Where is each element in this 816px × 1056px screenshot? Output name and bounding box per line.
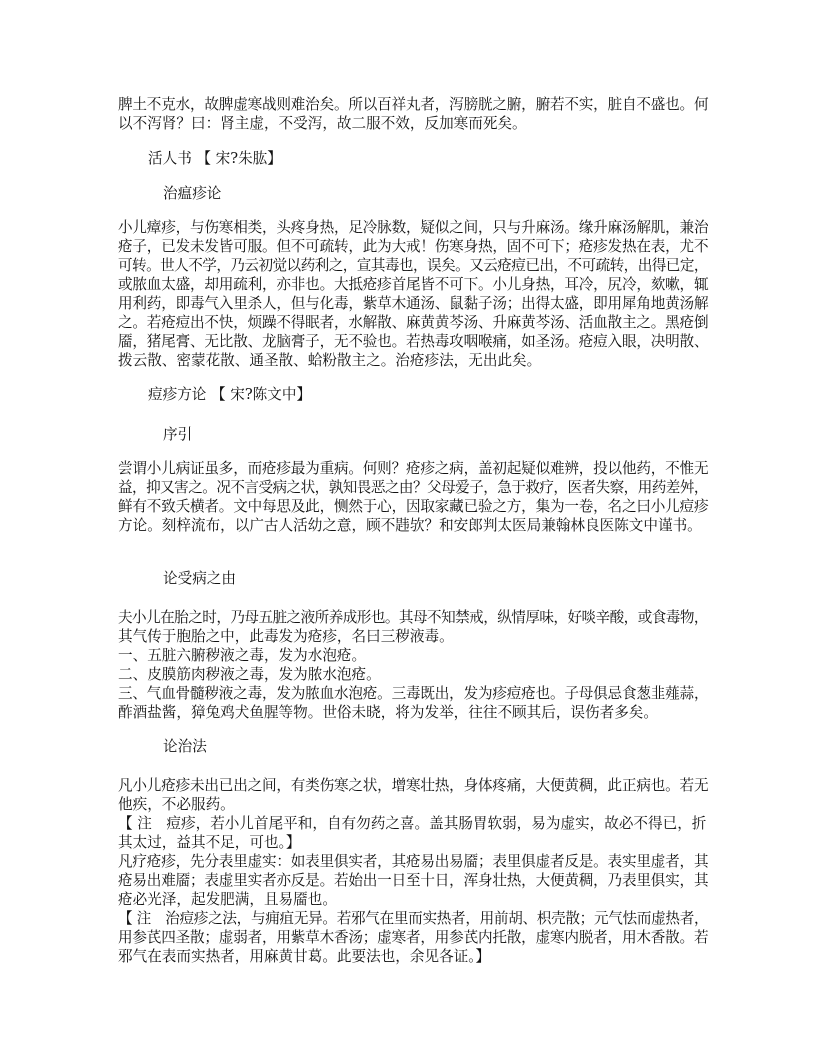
text-line: 酢酒盐酱，獐兔鸡犬鱼腥等物。世俗未晓，将为发举，往往不顾其后，误伤者多矣。 xyxy=(118,704,658,721)
text-line: 小儿瘴疹，与伤寒相类，头疼身热，足冷脉数，疑似之间，只与升麻汤。缘升麻汤解肌，兼治 xyxy=(118,219,709,236)
text-line: 益，抑又害之。况不言受病之状，孰知畏恶之由？父母爱子，急于救疗，医者失察，用药差舛， xyxy=(118,479,708,496)
text-line: 以不泻肾？曰：肾主虚，不受泻，故二服不效，反加寒而死矣。 xyxy=(118,115,527,132)
section-heading-preface: 序引 xyxy=(163,426,193,443)
text-line: 【 注 痘疹，若小儿首尾平和，自有勿药之喜。盖其肠胃软弱，易为虚实，故必不得已，折 xyxy=(118,815,707,832)
text-line: 一、五脏六腑秽液之毒，发为水泡疮。 xyxy=(118,647,367,664)
text-line: 疮易出难靥；表虚里实者亦反是。若始出一日至十日，浑身壮热，大便黄稠，乃表里俱实，其 xyxy=(118,872,709,889)
section-heading-zhidouzhen: 治瘟疹论 xyxy=(163,185,222,202)
text-line: 他疾，不必服药。 xyxy=(118,796,235,813)
section-heading-cause: 论受病之由 xyxy=(163,570,236,587)
text-line: 用利药，即毒气入里杀人，但与化毒，紫草木通汤、鼠黏子汤；出得太盛，即用犀角地黄汤解 xyxy=(118,295,709,312)
text-line: 之。若疮痘出不快，烦躁不得眠者，水解散、麻黄黄芩汤、升麻黄芩汤、活血散主之。黑疮倒 xyxy=(118,314,709,331)
text-line: 其太过，益其不足，可也。】 xyxy=(118,834,301,851)
text-line: 邪气在表而实热者，用麻黄甘葛。此要法也，余见各证。】 xyxy=(118,948,491,965)
text-line: 凡小儿疮疹未出已出之间，有类伤寒之状，增寒壮热，身体疼痛，大便黄稠，此正病也。若无 xyxy=(118,777,709,794)
cause-paragraph xyxy=(118,608,708,722)
text-line: 【 注 治痘疹之法，与痈疽无异。若邪气在里而实热者，用前胡、枳壳散；元气怯而虚热者， xyxy=(118,910,709,927)
text-line: 三、气血骨髓秽液之毒，发为脓血水泡疮。三毒既出，发为疹痘疮也。子母俱忌食葱韭薤蒜， xyxy=(118,685,709,702)
zhidouzhen-paragraph xyxy=(118,218,708,370)
text-line: 疮必光泽，起发肥满，且易靥也。 xyxy=(118,891,337,908)
intro-paragraph xyxy=(118,95,708,133)
text-line: 鲜有不致夭横者。文中每思及此，恻然于心，因取家藏已验之方，集为一卷，名之曰小儿痘疹 xyxy=(118,498,709,515)
text-line: 脾土不克水，故脾虚寒战则难治矣。所以百祥丸者，泻膀胱之腑，腑若不实，脏自不盛也。何 xyxy=(118,96,709,113)
treatment-paragraph xyxy=(118,776,708,966)
book-heading-douzhenfanglun: 痘疹方论 【 宋?陈文中】 xyxy=(148,386,312,403)
text-line: 方论。刻梓流布，以广古人活幼之意，顾不韪欤？和安郎判太医局兼翰林良医陈文中谨书。 xyxy=(118,517,702,534)
text-line: 可转。世人不学，乃云初觉以药利之，宣其毒也，误矣。又云疮痘已出，不可疏转，出得已定， xyxy=(118,257,708,274)
text-line: 尝谓小儿病证虽多，而疮疹最为重病。何则？疮疹之病，盖初起疑似难辨，投以他药，不惟无 xyxy=(118,460,709,477)
text-line: 拨云散、密蒙花散、通圣散、蛤粉散主之。治疮疹法，无出此矣。 xyxy=(118,352,542,369)
text-line: 疮子，已发未发皆可服。但不可疏转，此为大戒！伤寒身热，固不可下；疮疹发热在表，尤不 xyxy=(118,238,709,255)
text-line: 夫小儿在胎之时，乃母五脏之液所养成形也。其母不知禁戒，纵情厚味，好啖辛酸，或食毒物， xyxy=(118,609,708,626)
text-line: 用参芪四圣散；虚弱者，用紫草木香汤；虚寒者，用参芪内托散，虚寒内脱者，用木香散。若 xyxy=(118,929,709,946)
text-line: 或脓血太盛，却用疏利，亦非也。大抵疮疹首尾皆不可下。小儿身热，耳冷，尻冷，欬嗽，辄 xyxy=(118,276,709,293)
book-heading-huorenshu: 活人书 【 宋?朱肱】 xyxy=(148,150,282,167)
preface-paragraph xyxy=(118,459,708,535)
text-line: 其气传于胞胎之中，此毒发为疮疹，名曰三秽液毒。 xyxy=(118,628,454,645)
section-heading-treatment: 论治法 xyxy=(163,738,207,755)
text-line: 二、皮膜筋肉秽液之毒，发为脓水泡疮。 xyxy=(118,666,381,683)
text-line: 靥，猪尾膏、无比散、龙脑膏子，无不验也。若热毒攻咽喉痛，如圣汤。疮痘入眼，决明散、 xyxy=(118,333,709,350)
text-line: 凡疗疮疹，先分表里虚实：如表里俱实者，其疮易出易靥；表里俱虚者反是。表实里虚者，其 xyxy=(118,853,709,870)
